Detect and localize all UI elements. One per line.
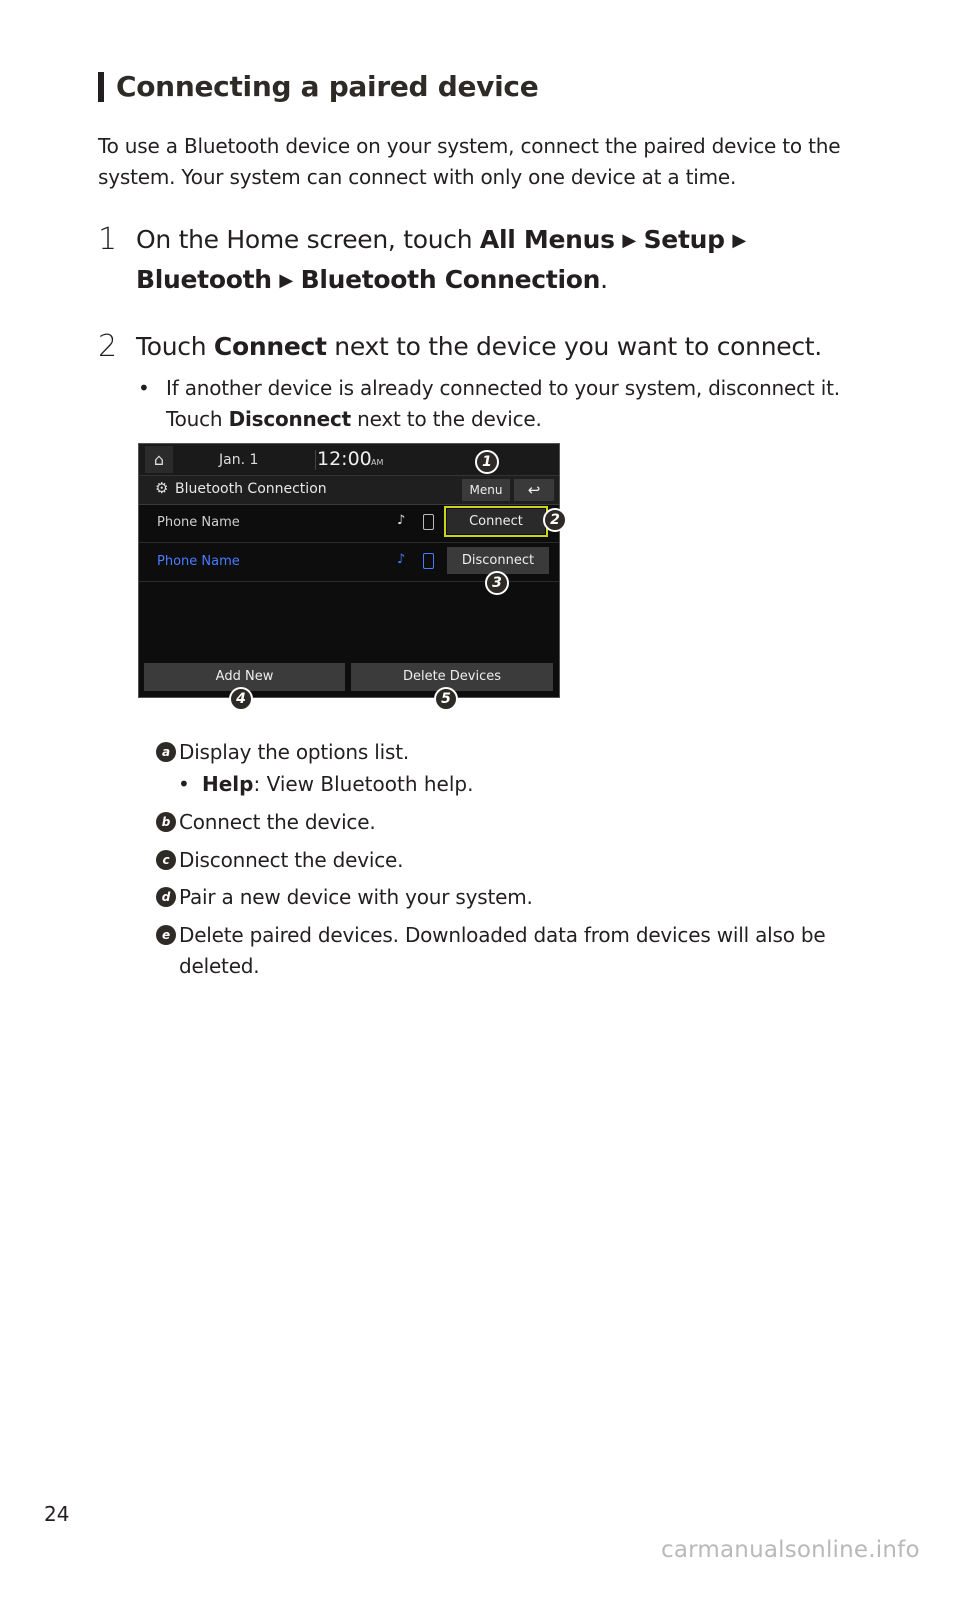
connect-keyword: Connect — [213, 332, 327, 361]
device-row[interactable] — [139, 504, 559, 543]
device-name: Phone Name — [157, 554, 240, 569]
callout-5: 5 — [434, 687, 458, 711]
legend-badge: b — [156, 812, 176, 832]
legend-item — [156, 845, 856, 876]
legend-item — [156, 882, 856, 913]
audio-icon: ♪ — [397, 513, 406, 528]
bullet-text-fragment: next to the device. — [350, 407, 542, 431]
step-1-text — [136, 220, 858, 300]
legend-badge: c — [156, 850, 176, 870]
callout-1: 1 — [475, 450, 499, 474]
disconnect-keyword: Disconnect — [228, 407, 351, 431]
arrow-right-icon: ▶ — [279, 270, 293, 291]
back-icon[interactable]: ↩ — [514, 479, 554, 501]
arrow-right-icon: ▶ — [732, 230, 746, 251]
bullet-text — [166, 373, 846, 435]
step-text-fragment: Touch — [136, 332, 214, 361]
step-text-fragment: . — [600, 265, 608, 294]
disconnect-button[interactable]: Disconnect — [447, 547, 549, 574]
device-name: Phone Name — [157, 515, 240, 530]
menu-path-bluetooth-connection: Bluetooth Connection — [300, 265, 601, 294]
bullet-text-fragment: If another device is already connected to your system, disconnect it. Touch — [166, 376, 840, 431]
page-number: 24 — [44, 1502, 70, 1526]
heading-bar — [98, 72, 104, 102]
legend-text: Delete paired devices. Downloaded data from devices will also be deleted. — [179, 923, 826, 978]
legend-text: Connect the device. — [179, 810, 376, 834]
legend-item — [156, 807, 856, 838]
home-icon[interactable]: ⌂ — [145, 446, 173, 473]
step-1 — [98, 220, 858, 300]
arrow-right-icon: ▶ — [622, 230, 636, 251]
step-2-bullet — [138, 373, 846, 435]
legend-text: Display the options list. — [179, 740, 410, 764]
bullet-dot: • — [178, 772, 190, 796]
callout-4: 4 — [229, 687, 253, 711]
menu-button[interactable]: Menu — [462, 479, 510, 501]
legend-badge: a — [156, 742, 176, 762]
audio-icon: ♪ — [397, 552, 406, 567]
status-time: 12:00 — [317, 448, 372, 470]
step-text-fragment: On the Home screen, touch — [136, 225, 480, 254]
step-2-text — [136, 327, 858, 366]
menu-path-all-menus: All Menus — [479, 225, 615, 254]
screen-titlebar — [139, 476, 559, 505]
step-number: 2 — [98, 329, 117, 364]
step-text-fragment: next to the device you want to connect. — [326, 332, 822, 361]
step-number: 1 — [98, 222, 117, 257]
intro-paragraph: To use a Bluetooth device on your system, connect the paired device to the system. Your system can connect with only one device at a time. — [98, 134, 841, 189]
add-new-button[interactable]: Add New — [144, 663, 345, 691]
legend-subitem-text — [202, 772, 473, 796]
step-2 — [98, 327, 858, 366]
bullet-dot: • — [138, 376, 150, 400]
legend-badge: d — [156, 887, 176, 907]
delete-devices-button[interactable]: Delete Devices — [351, 663, 553, 691]
menu-path-setup: Setup — [643, 225, 725, 254]
legend-subitem-fragment: : View Bluetooth help. — [253, 772, 474, 796]
watermark: carmanualsonline.info — [661, 1537, 920, 1563]
section-heading — [98, 70, 538, 103]
section-heading-text: Connecting a paired device — [116, 70, 539, 103]
legend-text: Disconnect the device. — [179, 848, 404, 872]
status-ampm: AM — [371, 458, 384, 467]
status-date: Jan. 1 — [219, 452, 259, 468]
legend-subitem — [178, 769, 473, 800]
phone-icon — [423, 514, 434, 530]
callout-2: 2 — [543, 508, 567, 532]
legend-text: Pair a new device with your system. — [179, 885, 533, 909]
screen-title: Bluetooth Connection — [175, 481, 327, 497]
legend-badge: e — [156, 925, 176, 945]
legend-item — [156, 737, 856, 768]
menu-path-bluetooth: Bluetooth — [136, 265, 272, 294]
callout-3: 3 — [485, 571, 509, 595]
phone-icon — [423, 553, 434, 569]
legend-item — [156, 920, 846, 982]
gear-icon: ⚙ — [155, 479, 169, 497]
help-keyword: Help — [202, 772, 254, 796]
divider — [315, 450, 316, 470]
connect-button[interactable]: Connect — [447, 509, 545, 534]
